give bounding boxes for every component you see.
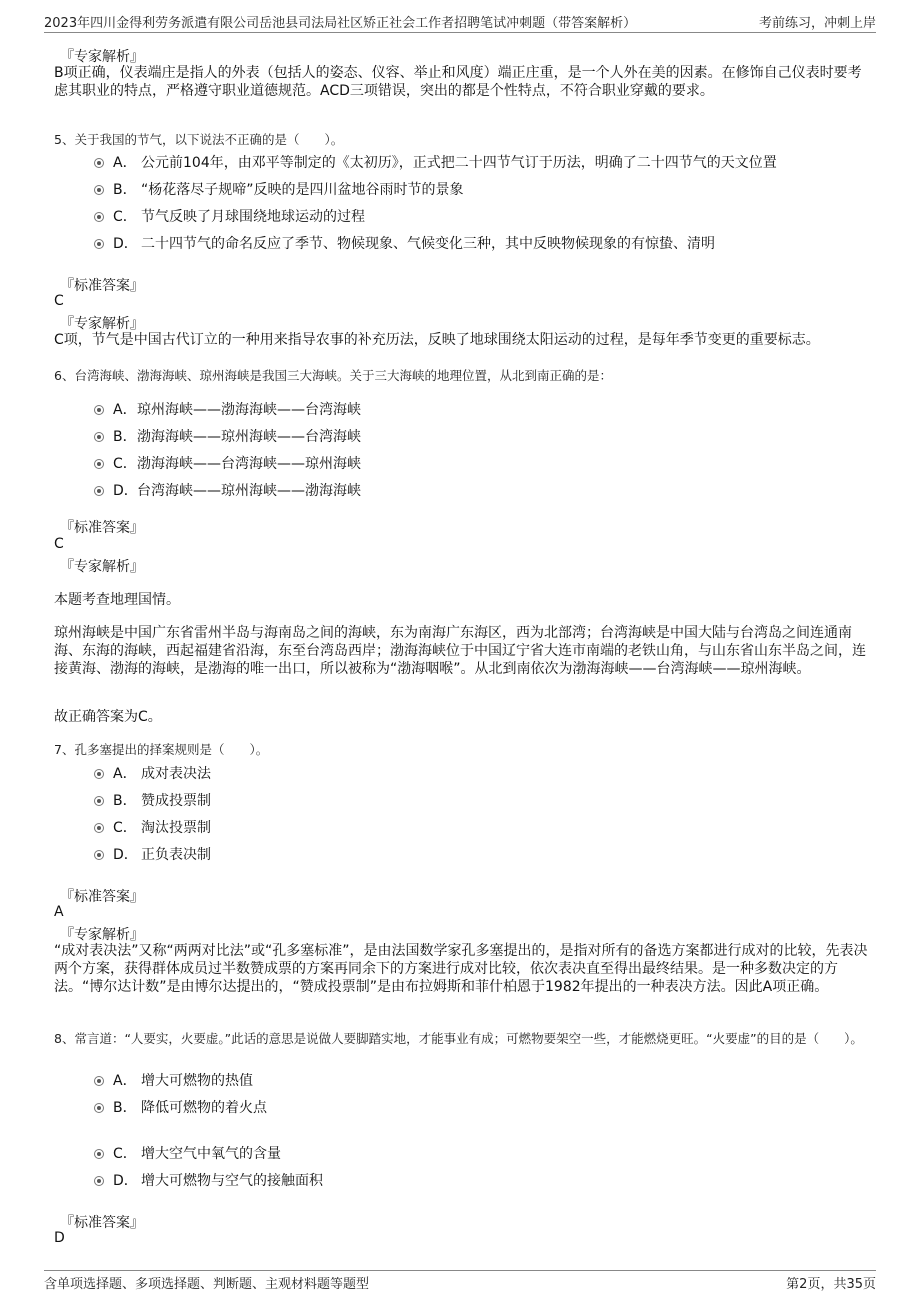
page-footer <box>44 1270 876 1295</box>
page-number: 第2页，共35页 <box>786 1277 876 1292</box>
q5-option-a[interactable]: A． 公元前104年，由邓平等制定的《太初历》，正式把二十四节气订于历法，明确了二十四节气的天文位置 <box>94 152 777 172</box>
radio-icon[interactable] <box>94 405 104 415</box>
q6-option-b[interactable]: B．渤海海峡——琼州海峡——台湾海峡 <box>94 426 361 446</box>
analysis-label: 『专家解析』 <box>60 49 144 65</box>
page-header <box>44 10 876 33</box>
q8-stem: 8、常言道：“人要实，火要虚。”此话的意思是说做人要脚踏实地，才能事业有成；可燃物要架空一些，才能燃烧更旺。“火要虚”的目的是（ ）。 <box>54 1031 863 1046</box>
q5-option-c[interactable]: C． 节气反映了月球围绕地球运动的过程 <box>94 206 365 226</box>
standard-answer-label: 『标准答案』 <box>60 520 144 536</box>
radio-icon[interactable] <box>94 486 104 496</box>
radio-icon[interactable] <box>94 158 104 168</box>
radio-icon[interactable] <box>94 1103 104 1113</box>
radio-icon[interactable] <box>94 850 104 860</box>
q6-analysis-conclusion: 故正确答案为C。 <box>54 709 162 725</box>
q6-analysis-body: 琼州海峡是中国广东省雷州半岛与海南岛之间的海峡，东为南海广东海区，西为北部湾；台湾海峡是中国大陆与台湾岛之间连通南海、东海的海峡，西起福建省沿海，东至台湾岛西岸；渤海海峡位于中国辽宁省大连市南端的老铁山角，与山东省山东半岛之间，连接黄海、渤海的海峡，是渤海的唯一出口，所以被称为“渤海咽喉”。从北到南依次为渤海海峡——台湾海峡——琼州海峡。 <box>54 625 866 677</box>
q8-option-a[interactable]: A． 增大可燃物的热值 <box>94 1070 253 1090</box>
q7-option-c[interactable]: C． 淘汰投票制 <box>94 817 211 837</box>
q5-analysis: C项，节气是中国古代订立的一种用来指导农事的补充历法，反映了地球围绕太阳运动的过程，是每年季节变更的重要标志。 <box>54 332 820 348</box>
radio-icon[interactable] <box>94 185 104 195</box>
q8-option-b[interactable]: B． 降低可燃物的着火点 <box>94 1097 267 1117</box>
document-title: 2023年四川金得利劳务派遣有限公司岳池县司法局社区矫正社会工作者招聘笔试冲刺题（带答案解析） <box>44 16 637 31</box>
q6-option-d[interactable]: D．台湾海峡——琼州海峡——渤海海峡 <box>94 480 361 500</box>
radio-icon[interactable] <box>94 432 104 442</box>
prev-analysis-text: B项正确，仪表端庄是指人的外表（包括人的姿态、仪容、举止和风度）端正庄重，是一个人外在美的因素。在修饰自己仪表时要考虑其职业的特点，严格遵守职业道德规范。ACD三项错误，突出的都是个性特点，不符合职业穿戴的要求。 <box>54 65 862 99</box>
radio-icon[interactable] <box>94 239 104 249</box>
q5-answer: C <box>54 293 64 309</box>
analysis-label: 『专家解析』 <box>60 559 144 575</box>
q6-stem: 6、台湾海峡、渤海海峡、琼州海峡是我国三大海峡。关于三大海峡的地理位置，从北到南正确的是： <box>54 368 612 383</box>
q6-option-c[interactable]: C．渤海海峡——台湾海峡——琼州海峡 <box>94 453 361 473</box>
radio-icon[interactable] <box>94 1149 104 1159</box>
analysis-label: 『专家解析』 <box>60 316 144 332</box>
q6-option-a[interactable]: A．琼州海峡——渤海海峡——台湾海峡 <box>94 399 361 419</box>
q7-option-a[interactable]: A． 成对表决法 <box>94 763 211 783</box>
q5-option-d[interactable]: D． 二十四节气的命名反应了季节、物候现象、气候变化三种，其中反映物候现象的有惊蛰、清明 <box>94 233 715 253</box>
analysis-label: 『专家解析』 <box>60 927 144 943</box>
q8-answer: D <box>54 1230 65 1246</box>
standard-answer-label: 『标准答案』 <box>60 1215 144 1231</box>
radio-icon[interactable] <box>94 459 104 469</box>
q6-analysis-intro: 本题考查地理国情。 <box>54 592 180 608</box>
q7-analysis: “成对表决法”又称“两两对比法”或“孔多塞标准”，是由法国数学家孔多塞提出的，是指对所有的备选方案都进行成对的比较，先表决两个方案，获得群体成员过半数赞成票的方案再同余下的方案进行成对比较，依次表决直至得出最终结果。是一种多数决定的方法。“博尔达计数”是由博尔达提出的，“赞成投票制”是由布拉姆斯和菲什柏恩于1982年提出的一种表决方法。因此A项正确。 <box>54 943 868 995</box>
q7-answer: A <box>54 904 64 920</box>
footer-question-types: 含单项选择题、多项选择题、判断题、主观材料题等题型 <box>44 1277 370 1292</box>
radio-icon[interactable] <box>94 769 104 779</box>
standard-answer-label: 『标准答案』 <box>60 278 144 294</box>
q8-option-d[interactable]: D． 增大可燃物与空气的接触面积 <box>94 1170 323 1190</box>
radio-icon[interactable] <box>94 796 104 806</box>
q5-stem: 5、关于我国的节气，以下说法不正确的是（ ）。 <box>54 132 344 147</box>
radio-icon[interactable] <box>94 212 104 222</box>
q5-option-b[interactable]: B． “杨花落尽子规啼”反映的是四川盆地谷雨时节的景象 <box>94 179 464 199</box>
q8-option-c[interactable]: C． 增大空气中氧气的含量 <box>94 1143 281 1163</box>
q7-option-b[interactable]: B． 赞成投票制 <box>94 790 211 810</box>
standard-answer-label: 『标准答案』 <box>60 889 144 905</box>
q7-stem: 7、孔多塞提出的择案规则是（ ）。 <box>54 742 269 757</box>
header-slogan: 考前练习，冲刺上岸 <box>758 16 876 31</box>
q7-option-d[interactable]: D． 正负表决制 <box>94 844 211 864</box>
q6-answer: C <box>54 536 64 552</box>
radio-icon[interactable] <box>94 823 104 833</box>
radio-icon[interactable] <box>94 1076 104 1086</box>
radio-icon[interactable] <box>94 1176 104 1186</box>
